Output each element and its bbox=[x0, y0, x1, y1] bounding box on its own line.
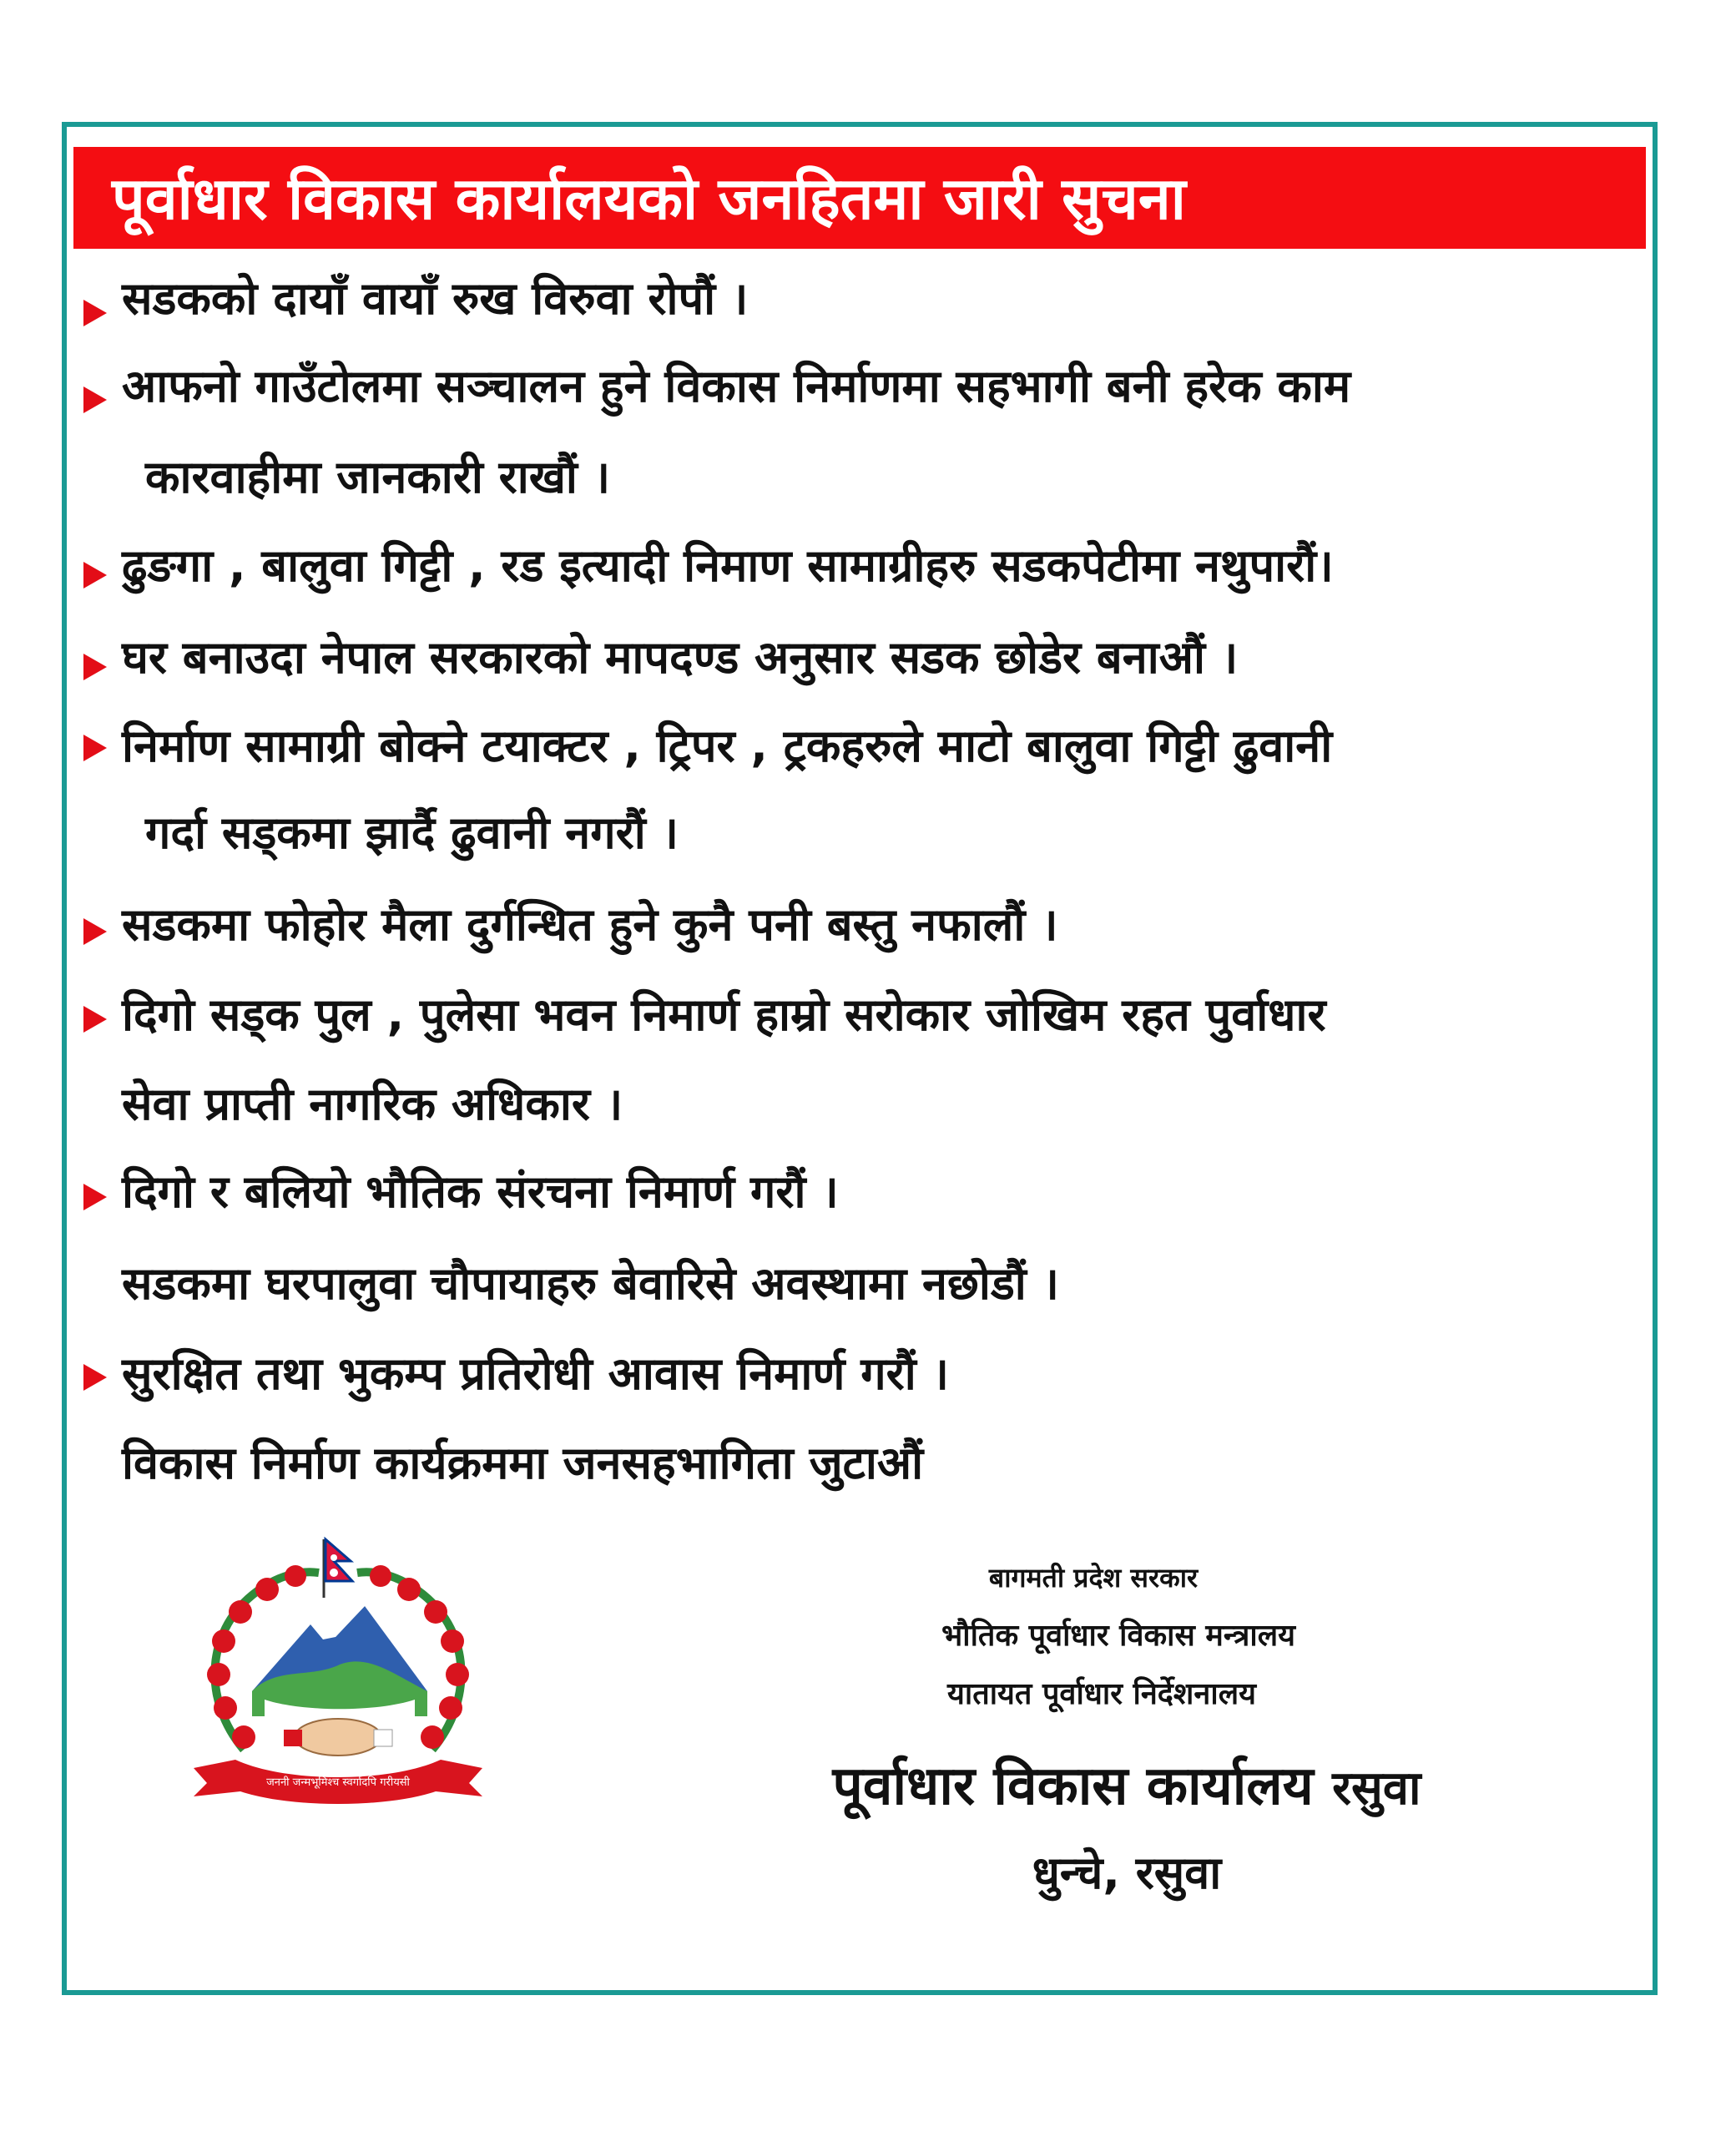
notice-line-9: सडकमा घरपालुवा चौपायाहरु बेवारिसे अवस्थामा नछोडौं । bbox=[122, 1257, 1059, 1310]
emblem-motto: जननी जन्मभूमिश्च स्वर्गादपि गरीयसी bbox=[266, 1776, 410, 1789]
province-government: बागमती प्रदेश सरकार bbox=[988, 1562, 1199, 1594]
notice-title: पूर्वाधार विकास कार्यालयको जनहितमा जारी सुचना bbox=[112, 164, 1186, 233]
notice-line-2: आफनो गाउँटोलमा सञ्चालन हुने विकास निर्माणमा सहभागी बनी हरेक काम bbox=[122, 360, 1351, 412]
mountain-icon bbox=[252, 1606, 427, 1729]
ribbon-icon bbox=[194, 1760, 482, 1804]
bullet-icon bbox=[83, 386, 107, 413]
bullet-icon bbox=[83, 1364, 107, 1391]
notice-line-4: घर बनाउदा नेपाल सरकारको मापदण्ड अनुसार सडक छोडेर बनाऔं । bbox=[122, 631, 1239, 684]
bullet-icon bbox=[83, 1006, 107, 1033]
bullet-icon bbox=[83, 735, 107, 761]
notice-line-7: दिगो सड्क पुल , पुलेसा भवन निमार्ण हाम्रो सरोकार जोखिम रहत पुर्वाधार bbox=[122, 988, 1326, 1041]
bullet-icon bbox=[83, 300, 107, 326]
notice-line-2-continued: कारवाहीमा जानकारी राखौं । bbox=[145, 451, 611, 503]
office-address: धुन्चे, रसुवा bbox=[1032, 1847, 1222, 1899]
bullet-icon bbox=[83, 654, 107, 680]
notice-line-5: निर्माण सामाग्री बोक्ने टयाक्टर , ट्रिपर , ट्रकहरुले माटो बालुवा गिट्टी ढुवानी bbox=[122, 720, 1333, 772]
notice-line-10: सुरक्षित तथा भुकम्प प्रतिरोधी आवास निमार्ण गरौं । bbox=[122, 1347, 949, 1400]
notice-line-6: सडकमा फोहोर मैला दुर्गन्धित हुने कुनै पनी बस्तु नफालौं । bbox=[122, 898, 1058, 951]
notice-line-11: विकास निर्माण कार्यक्रममा जनसहभागिता जुटाऔं bbox=[122, 1437, 924, 1489]
bullet-icon bbox=[83, 918, 107, 945]
notice-line-5-continued: गर्दा सड्कमा झार्दै ढुवानी नगरौं । bbox=[145, 806, 679, 859]
notice-line-3: ढुङगा , बालुवा गिट्टी , रड इत्यादी निमाण सामाग्रीहरु सडकपेटीमा नथुपारौं। bbox=[122, 539, 1334, 592]
ministry-name: भौतिक पूर्वाधार विकास मन्त्रालय bbox=[941, 1619, 1296, 1653]
notice-line-8: दिगो र बलियो भौतिक संरचना निमार्ण गरौं । bbox=[122, 1165, 839, 1218]
nepal-emblem bbox=[185, 1533, 491, 1808]
notice-line-7-continued: सेवा प्राप्ती नागरिक अधिकार । bbox=[122, 1078, 623, 1130]
directorate-name: यातायत पूर्वाधार निर्देशनालय bbox=[947, 1677, 1256, 1711]
notice-line-1: सडकको दायाँ वायाँ रुख विरुवा रोपौं । bbox=[122, 272, 749, 325]
office-heading bbox=[693, 1745, 1561, 1828]
office-district: रसुवा bbox=[1332, 1761, 1421, 1816]
bullet-icon bbox=[83, 562, 107, 589]
bullet-icon bbox=[83, 1184, 107, 1210]
office-name: पूर्वाधार विकास कार्यालय bbox=[832, 1756, 1314, 1817]
flag-icon bbox=[324, 1539, 352, 1598]
